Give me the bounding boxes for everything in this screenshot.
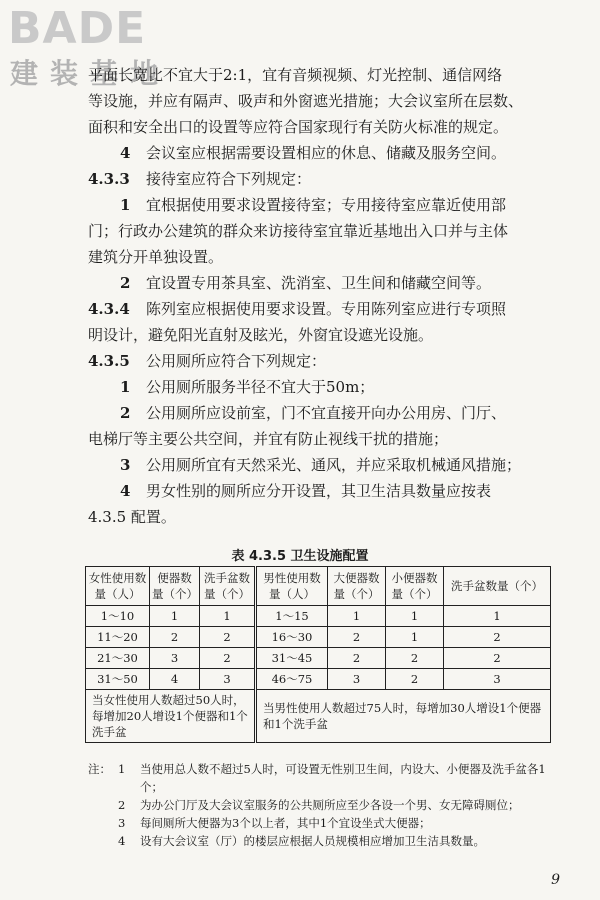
table-cell: 1 — [328, 606, 386, 627]
table-cell: 2 — [150, 627, 200, 648]
table-cell: 3 — [328, 669, 386, 690]
header-male-urinals: 小便器数量（个） — [386, 567, 444, 606]
header-male-basins: 洗手盆数量（个） — [444, 567, 551, 606]
note-item — [88, 796, 558, 814]
header-male-toilets: 大便器数量（个） — [328, 567, 386, 606]
text-line-content: 公用厕所应设前室，门不宜直接开向办公用房、门厅、 — [146, 404, 507, 422]
item-number: 1 — [120, 378, 131, 396]
text-line-content: 电梯厅等主要公共空间，并宜有防止视线干扰的措施； — [88, 430, 449, 448]
text-line-content: 公用厕所应符合下列规定： — [146, 352, 327, 370]
text-line — [88, 374, 558, 400]
table-cell: 16～30 — [256, 627, 328, 648]
text-line — [88, 270, 558, 296]
watermark-brand: BADE — [8, 3, 147, 54]
table-cell: 46～75 — [256, 669, 328, 690]
table-cell: 2 — [200, 627, 256, 648]
note-item — [88, 814, 558, 832]
text-line-content: 接待室应符合下列规定： — [146, 170, 312, 188]
text-line — [88, 322, 558, 348]
note-text: 每间厕所大便器为3个以上者，其中1个宜设坐式大便器； — [140, 816, 431, 830]
clause-number: 4.3.4 — [88, 300, 130, 318]
table-row — [86, 627, 551, 648]
text-line-content: 陈列室应根据使用要求设置。专用陈列室应进行专项照 — [146, 300, 507, 318]
header-female-basins: 洗手盆数量（个） — [200, 567, 256, 606]
text-line-content: 宜根据使用要求设置接待室；专用接待室应靠近使用部 — [146, 196, 507, 214]
text-line — [88, 426, 558, 452]
text-line — [88, 140, 558, 166]
table-cell: 3 — [150, 648, 200, 669]
text-line — [88, 88, 558, 114]
watermark-chinese: 建装基地 — [10, 57, 171, 90]
text-line-content: 建筑分开单独设置。 — [88, 248, 224, 266]
text-line — [88, 452, 558, 478]
text-line-content: 面积和安全出口的设置等应符合国家现行有关防火标准的规定。 — [88, 118, 509, 136]
text-line — [88, 192, 558, 218]
page-number: 9 — [551, 872, 560, 888]
table-cell: 1 — [386, 627, 444, 648]
table-cell: 1～15 — [256, 606, 328, 627]
table-cell: 1 — [444, 606, 551, 627]
text-line — [88, 348, 558, 374]
table-row — [86, 648, 551, 669]
item-number: 2 — [120, 404, 131, 422]
header-male-count: 男性使用数量（人） — [256, 567, 328, 606]
text-line-content: 4.3.5 配置。 — [88, 508, 176, 526]
notes-label: 注： — [88, 762, 111, 776]
text-line — [88, 504, 558, 530]
text-line-content: 门；行政办公建筑的群众来访接待室宜靠近基地出入口并与主体 — [88, 222, 509, 240]
table-cell: 2 — [200, 648, 256, 669]
item-number: 2 — [120, 274, 131, 292]
table-row — [86, 669, 551, 690]
item-number: 4 — [120, 144, 131, 162]
clause-number: 4.3.3 — [88, 170, 130, 188]
text-line — [88, 114, 558, 140]
table-cell: 1 — [386, 606, 444, 627]
text-line — [88, 478, 558, 504]
text-line-content: 明设计，避免阳光直射及眩光，外窗宜设遮光设施。 — [88, 326, 434, 344]
table-cell: 3 — [444, 669, 551, 690]
text-line — [88, 244, 558, 270]
text-line-content: 男女性别的厕所应分开设置，其卫生洁具数量应按表 — [146, 482, 492, 500]
table-cell: 4 — [150, 669, 200, 690]
table-cell: 31～50 — [86, 669, 150, 690]
table-cell: 1 — [150, 606, 200, 627]
text-line — [88, 400, 558, 426]
table-cell: 3 — [200, 669, 256, 690]
text-line — [88, 218, 558, 244]
text-line — [88, 166, 558, 192]
header-female-toilets: 便器数量（个） — [150, 567, 200, 606]
table-cell: 1～10 — [86, 606, 150, 627]
body-text — [88, 62, 558, 530]
table-notes — [88, 760, 558, 850]
note-number: 2 — [118, 798, 126, 812]
note-item — [88, 832, 558, 850]
text-line — [88, 296, 558, 322]
table-cell: 2 — [328, 648, 386, 669]
text-line-content: 等设施，并应有隔声、吸声和外窗遮光措施；大会议室所在层数、 — [88, 92, 524, 110]
table-cell: 31～45 — [256, 648, 328, 669]
note-number: 1 — [118, 762, 126, 776]
text-line-content: 会议室应根据需要设置相应的休息、储藏及服务空间。 — [146, 144, 507, 162]
table-cell: 2 — [328, 627, 386, 648]
text-line-content: 公用厕所宜有天然采光、通风，并应采取机械通风措施； — [146, 456, 522, 474]
text-line — [88, 62, 558, 88]
note-number: 4 — [118, 834, 126, 848]
table-cell: 1 — [200, 606, 256, 627]
note-text: 当使用总人数不超过5人时，可设置无性别卫生间，内设大、小便器及洗手盆各1个； — [140, 762, 546, 794]
table-cell: 2 — [386, 669, 444, 690]
header-female-count: 女性使用数量（人） — [86, 567, 150, 606]
table-cell: 2 — [444, 627, 551, 648]
sanitation-table — [85, 566, 551, 743]
text-line-content: 宜设置专用茶具室、洗消室、卫生间和储藏空间等。 — [146, 274, 492, 292]
item-number: 3 — [120, 456, 131, 474]
note-text: 为办公门厅及大会议室服务的公共厕所应至少各设一个男、女无障碍厕位； — [140, 798, 520, 812]
male-footer-note: 当男性使用人数超过75人时，每增加30人增设1个便器和1个洗手盆 — [256, 690, 551, 743]
table-cell: 21～30 — [86, 648, 150, 669]
note-number: 3 — [118, 816, 126, 830]
text-line-content: 平面长宽比不宜大于2:1，宜有音频视频、灯光控制、通信网络 — [88, 66, 503, 84]
item-number: 4 — [120, 482, 131, 500]
female-footer-note: 当女性使用人数超过50人时，每增加20人增设1个便器和1个洗手盆 — [86, 690, 256, 743]
table-cell: 2 — [386, 648, 444, 669]
table-cell: 11～20 — [86, 627, 150, 648]
note-item — [88, 760, 558, 796]
note-text: 设有大会议室（厅）的楼层应根据人员规模相应增加卫生洁具数量。 — [140, 834, 485, 848]
table-row — [86, 606, 551, 627]
text-line-content: 公用厕所服务半径不宜大于50m； — [146, 378, 375, 396]
table-title: 表 4.3.5 卫生设施配置 — [231, 549, 369, 564]
table-header-row — [86, 567, 551, 606]
table-cell: 2 — [444, 648, 551, 669]
item-number: 1 — [120, 196, 131, 214]
clause-number: 4.3.5 — [88, 352, 130, 370]
table-footer-row — [86, 690, 551, 743]
